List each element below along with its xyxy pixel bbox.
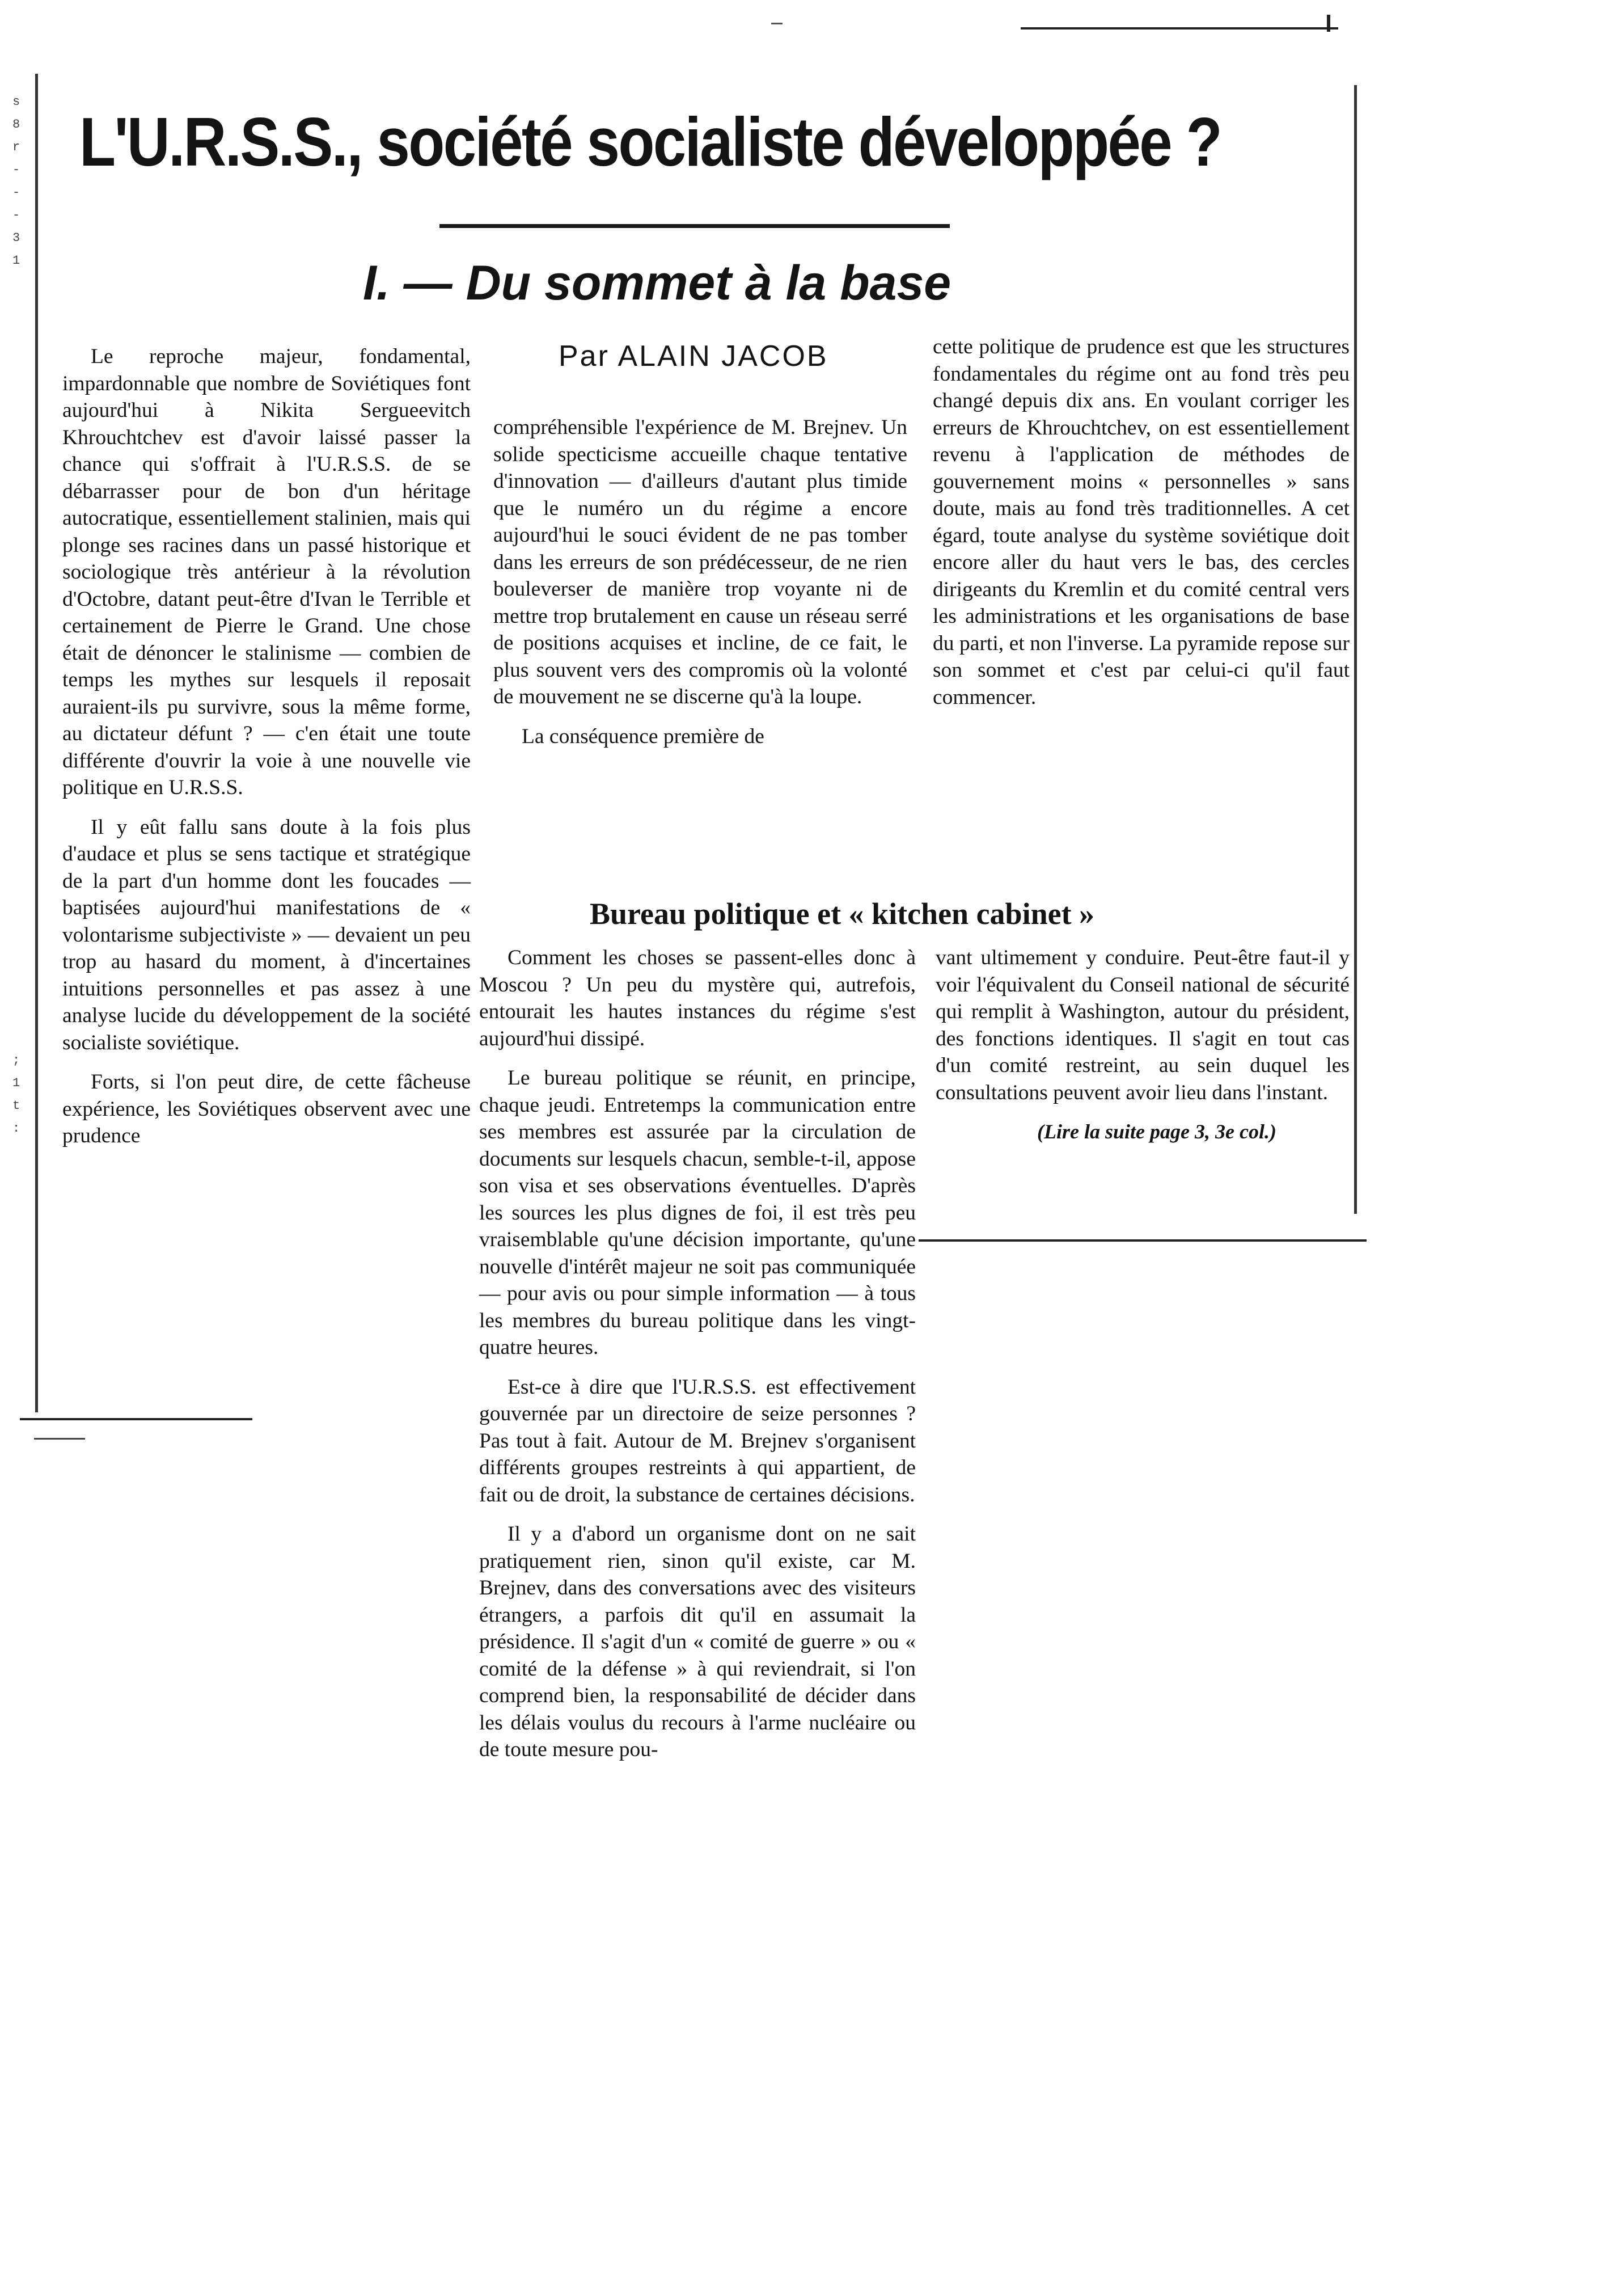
column-3-bottom: [936, 944, 1350, 1158]
column-1: [62, 343, 471, 1162]
frame-left-rule: [35, 74, 38, 1412]
paragraph: Il y eût fallu sans doute à la fois plus d'audace et plus se sens tactique et stratégique de la part d'un homme dont les foucades — baptisées aujourd'hui manifestations de « volontarisme subjectiviste » — devaient un peu trop au hasard du moment, à d'incertaines intuitions personnelles et pas assez à une analyse lucide du développement de la société socialiste soviétique.: [62, 815, 471, 1054]
column-2-top: [493, 414, 907, 762]
column-3-end-rule: [919, 1239, 1367, 1242]
corner-mark: [1327, 15, 1330, 32]
byline: Par ALAIN JACOB: [559, 340, 828, 373]
paragraph: Comment les choses se passent-elles donc à Moscou ? Un peu du mystère qui, autrefois, entourait les hautes instances du régime s'est aujourd'hui dissipé.: [479, 946, 916, 1050]
subheadline: I. — Du sommet à la base: [363, 256, 951, 310]
paragraph: Il y a d'abord un organisme dont on ne sait pratiquement rien, sinon qu'il existe, car M. Brejnev, dans des conversations avec des visiteurs étrangers, a parfois dit qu'il en assumait la présidence. Il s'agit d'un « comité de guerre » ou « comité de la défense » à qui reviendrait, si l'on comprend bien, la responsabilité de décider dans les délais voulus du recours à l'arme nucléaire ou de toute mesure pou-: [479, 1522, 916, 1761]
margin-notes-mid: ; 1 t :: [12, 1053, 20, 1136]
paragraph: La conséquence première de: [522, 724, 764, 748]
top-tick-mark: [771, 23, 783, 24]
margin-notes-top: s 8 r - - - 3 1: [12, 95, 20, 268]
paragraph: Le bureau politique se réunit, en principe, chaque jeudi. Entretemps la communication entre ses membres est assurée par la circulation de documents sur lesquels chacun, semble-t-il, appose son visa et ses observations éventuelles. D'après les sources les plus dignes de foi, il est très peu vraisemblable qu'une décision importante, qu'une nouvelle d'intérêt majeur ne soit pas communiquée — pour avis ou pour simple information — à tous les membres du bureau politique dans les vingt-quatre heures.: [479, 1066, 916, 1359]
column-2-bottom: [479, 944, 916, 1776]
paragraph: vant ultimement y conduire. Peut-être faut-il y voir l'équivalent du Conseil national de sécurité qui remplit à Washington, autour du président, des fonctions identiques. Il s'agit en tout cas d'un comité restreint, au sein duquel les consultations peuvent avoir lieu dans l'instant.: [936, 946, 1350, 1104]
column-1-end-rule: [20, 1418, 252, 1420]
paragraph: Est-ce à dire que l'U.R.S.S. est effectivement gouvernée par un directoire de seize personnes ? Pas tout à fait. Autour de M. Brejnev s'organisent différents groupes restreints à qui appartient, de fait ou de droit, la substance de certaines décisions.: [479, 1375, 916, 1507]
section-heading: Bureau politique et « kitchen cabinet »: [590, 897, 1095, 931]
headline: L'U.R.S.S., société socialiste développée ?: [79, 103, 1221, 180]
short-rule: [34, 1438, 85, 1440]
paragraph: Forts, si l'on peut dire, de cette fâcheuse expérience, les Soviétiques observent avec une prudence: [62, 1070, 471, 1147]
column-3-top: [933, 334, 1350, 723]
paragraph: Le reproche majeur, fondamental, impardonnable que nombre de Soviétiques font aujourd'hui à Nikita Sergueevitch Khrouchtchev est d'avoir laissé passer la chance qui s'offrait à l'U.R.S.S. de se débarrasser pour de bon d'un héritage autocratique, essentiellement stalinien, mais qui plonge ses racines dans un passé historique et sociologique très antérieur à la révolution d'Octobre, datant peut-être d'Ivan le Terrible et certainement de Pierre le Grand. Une chose était de dénoncer le stalinisme — combien de temps les mythes sur lesquels il reposait auraient-ils pu survivre, sous la même forme, au dictateur défunt ? — c'en était une toute différente d'ouvrir la voie à une nouvelle vie politique en U.R.S.S.: [62, 345, 471, 799]
headline-rule: [439, 224, 950, 228]
paragraph: cette politique de prudence est que les structures fondamentales du régime ont au fond très peu changé depuis dix ans. En voulant corriger les erreurs de Khrouchtchev, on est essentiellement revenu à l'application de méthodes de gouvernement moins « personnelles » sans doute, mais au fond très traditionnelles. A cet égard, toute analyse du système soviétique doit encore aller du haut vers le bas, des cercles dirigeants du Kremlin et du comité central vers les administrations et les organisations de base du parti, et non l'inverse. La pyramide repose sur son sommet et c'est par celui-ci qu'il faut commencer.: [933, 335, 1350, 709]
continued-note: (Lire la suite page 3, 3e col.): [1037, 1120, 1276, 1143]
frame-right-rule: [1354, 85, 1357, 1214]
frame-top-rule: [1021, 27, 1338, 29]
paragraph: compréhensible l'expérience de M. Brejnev. Un solide specticisme accueille chaque tentative d'innovation — d'ailleurs d'autant plus timide que le numéro un du régime a encore aujourd'hui le souci évident de ne pas tomber dans les erreurs de son prédécesseur, de ne rien bouleverser de manière trop voyante ni de mettre trop brutalement en cause un réseau serré de positions acquises et incline, de ce fait, le plus souvent vers des compromis où la volonté de mouvement ne se discerne qu'à la loupe.: [493, 416, 907, 708]
